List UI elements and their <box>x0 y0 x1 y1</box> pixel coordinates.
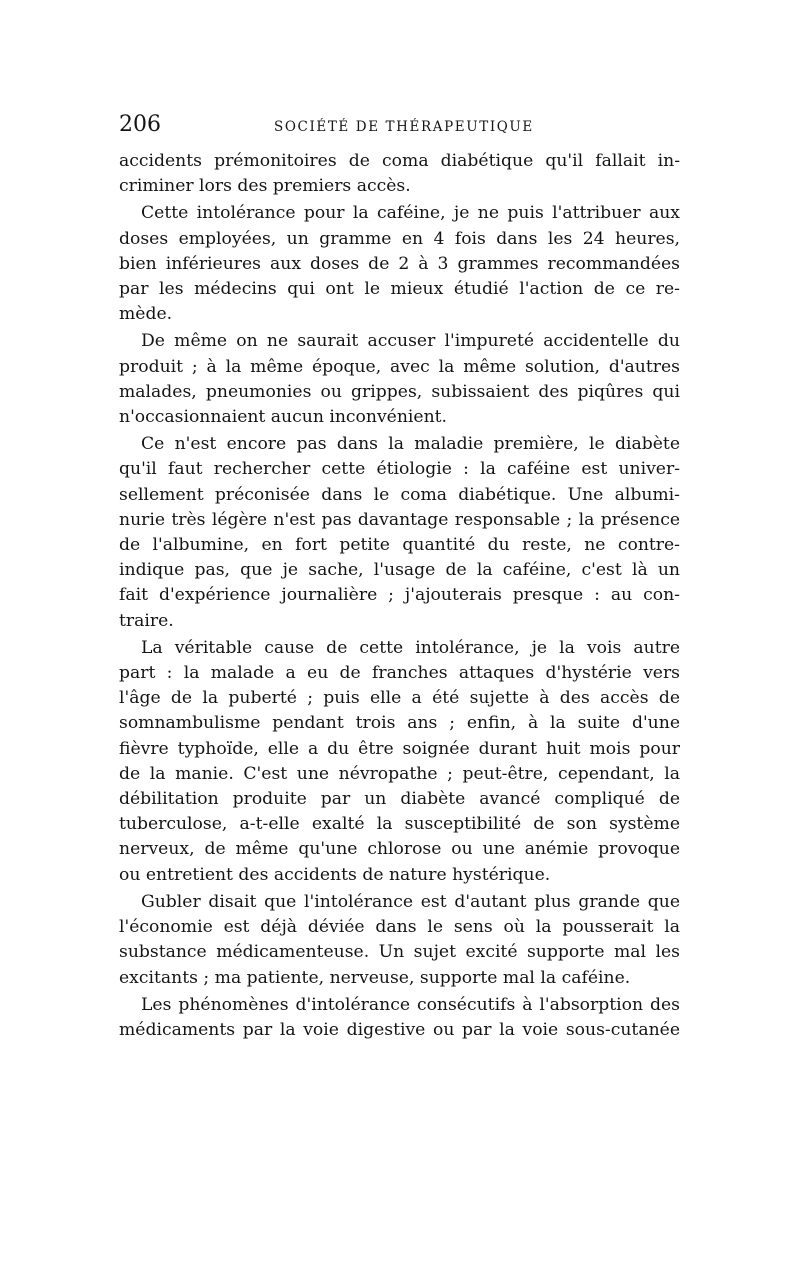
running-title: SOCIÉTÉ DE THÉRAPEUTIQUE <box>274 119 534 135</box>
text-line: part : la malade a eu de franches attaques d'hystérie vers <box>119 663 680 684</box>
text-line: nerveux, de même qu'une chlorose ou une anémie provoque <box>119 839 680 860</box>
text-line: substance médicamenteuse. Un sujet excité supporte mal les <box>119 942 680 963</box>
book-page <box>119 112 680 1045</box>
text-line: produit ; à la même époque, avec la même solution, d'autres <box>119 356 680 377</box>
text-line: Les phénomènes d'intolérance consécutifs à l'absorption des <box>141 994 680 1015</box>
text-line: n'occasionnaient aucun inconvénient. <box>119 407 448 428</box>
text-line: ou entretient des accidents de nature hystérique. <box>119 864 551 885</box>
paragraph <box>119 329 680 430</box>
body-text <box>119 149 680 1043</box>
text-line: indique pas, que je sache, l'usage de la caféine, c'est là un <box>119 560 680 581</box>
text-line: bien inférieures aux doses de 2 à 3 grammes recommandées <box>119 253 680 274</box>
text-line: excitants ; ma patiente, nerveuse, supporte mal la caféine. <box>119 967 631 988</box>
text-line: Cette intolérance pour la caféine, je ne puis l'attribuer aux <box>141 203 680 224</box>
text-line: doses employées, un gramme en 4 fois dans les 24 heures, <box>119 228 680 249</box>
text-line: criminer lors des premiers accès. <box>119 176 411 197</box>
text-line: tuberculose, a-t-elle exalté la susceptibilité de son système <box>119 814 680 835</box>
paragraph <box>119 993 680 1043</box>
text-line: de l'albumine, en fort petite quantité du reste, ne contre- <box>119 535 680 556</box>
text-line: mède. <box>119 304 173 325</box>
paragraph <box>119 432 680 634</box>
text-line: fait d'expérience journalière ; j'ajouterais presque : au con- <box>119 585 680 606</box>
text-line: traire. <box>119 610 174 631</box>
text-line: médicaments par la voie digestive ou par la voie sous-cutanée <box>119 1019 680 1040</box>
text-line: de la manie. C'est une névropathe ; peut-être, cependant, la <box>119 763 680 784</box>
paragraph <box>119 890 680 991</box>
text-line: nurie très légère n'est pas davantage responsable ; la présence <box>119 509 680 530</box>
paragraph <box>119 149 680 199</box>
text-line: Gubler disait que l'intolérance est d'autant plus grande que <box>141 891 680 912</box>
text-line: accidents prémonitoires de coma diabétique qu'il fallait in- <box>119 151 680 171</box>
text-line: De même on ne saurait accuser l'impureté accidentelle du <box>141 331 680 352</box>
text-line: La véritable cause de cette intolérance, je la vois autre <box>141 637 680 658</box>
text-line: par les médecins qui ont le mieux étudié l'action de ce re- <box>119 279 680 300</box>
text-line: qu'il faut rechercher cette étiologie : la caféine est univer- <box>119 459 680 480</box>
page-header <box>119 112 680 146</box>
paragraph <box>119 201 680 327</box>
page-number: 206 <box>119 112 161 137</box>
text-line: l'âge de la puberté ; puis elle a été sujette à des accès de <box>119 688 680 709</box>
paragraph <box>119 636 680 888</box>
text-line: malades, pneumonies ou grippes, subissaient des piqûres qui <box>119 381 680 402</box>
text-line: débilitation produite par un diabète avancé compliqué de <box>119 789 680 810</box>
text-line: fièvre typhoïde, elle a du être soignée durant huit mois pour <box>119 738 680 759</box>
text-line: l'économie est déjà déviée dans le sens où la pousserait la <box>119 917 680 938</box>
text-line: somnambulisme pendant trois ans ; enfin, à la suite d'une <box>119 713 680 734</box>
text-line: Ce n'est encore pas dans la maladie première, le diabète <box>141 434 680 455</box>
text-line: sellement préconisée dans le coma diabétique. Une albumi- <box>119 484 680 505</box>
